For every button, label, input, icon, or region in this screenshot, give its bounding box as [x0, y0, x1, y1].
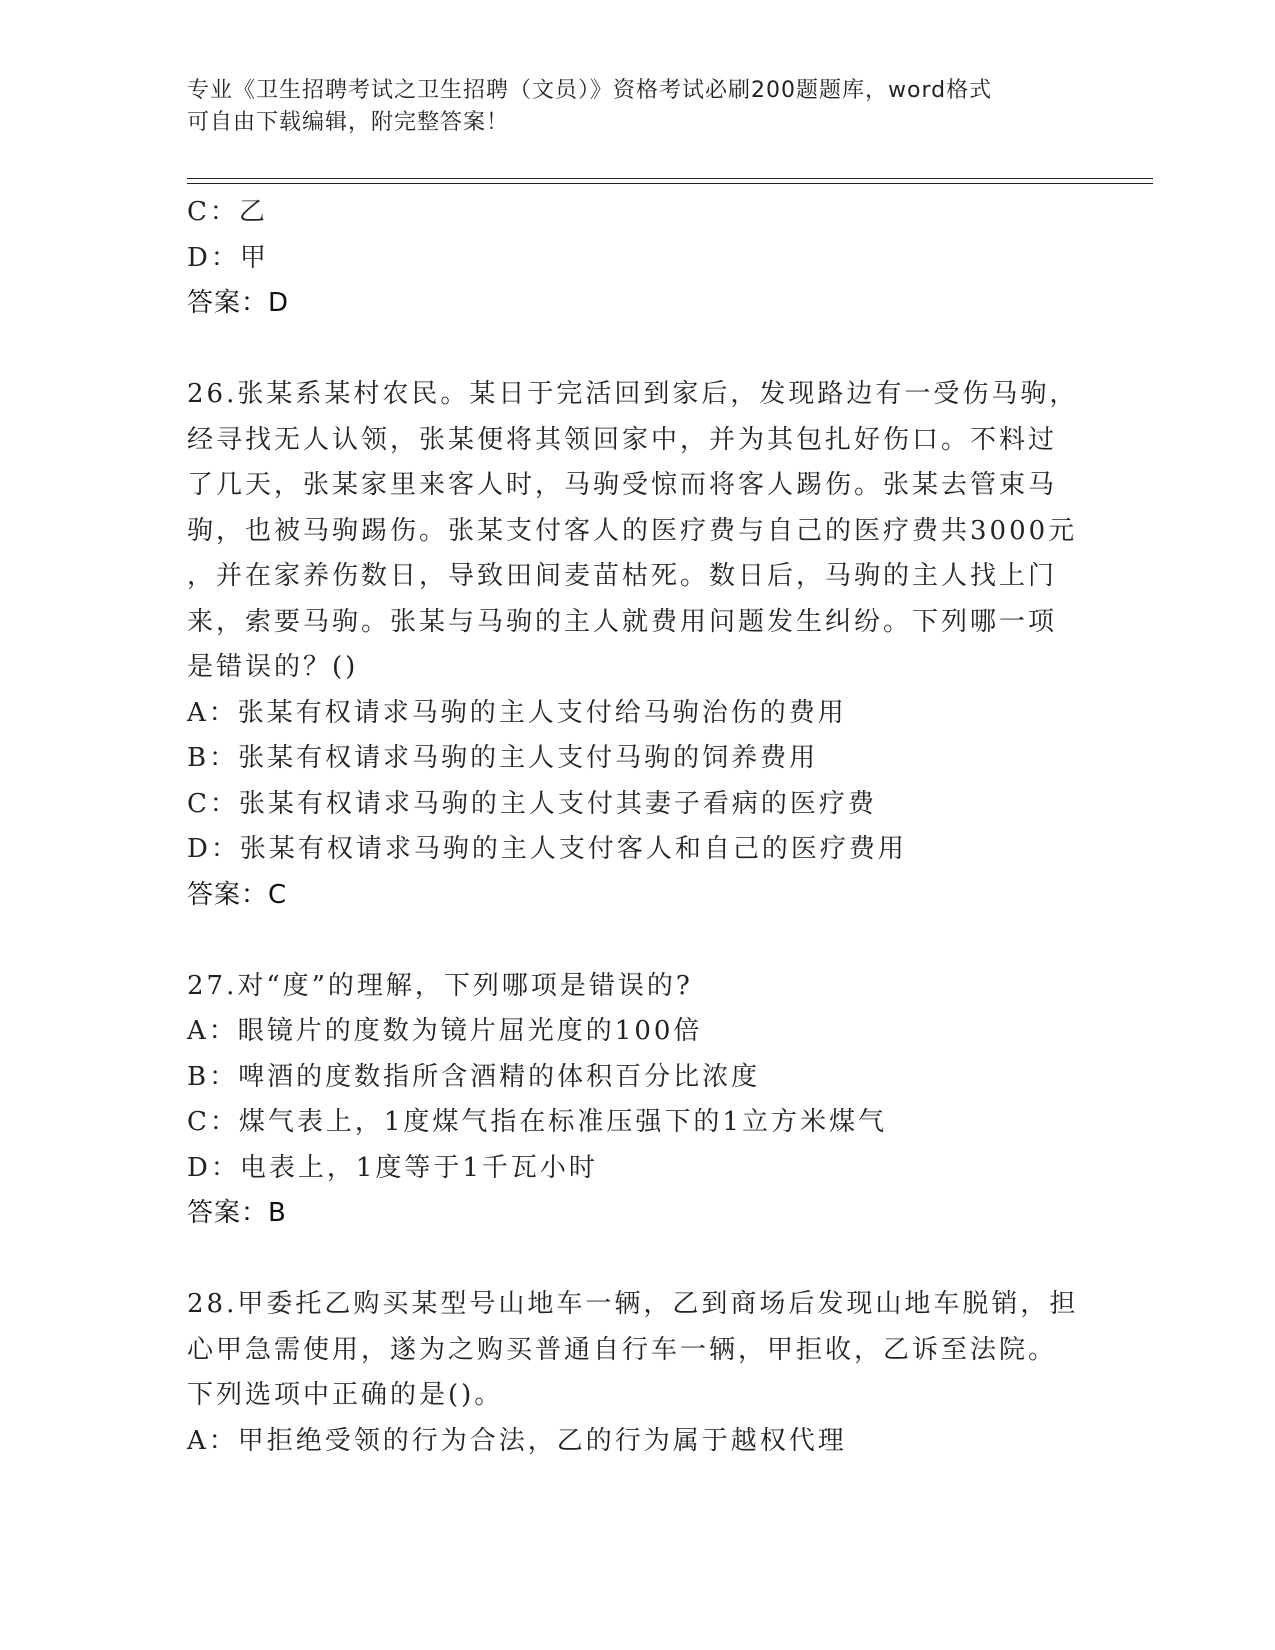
answer: 答案：B: [187, 1198, 287, 1228]
question-stem-line: 下列选项中正确的是()。: [187, 1380, 504, 1410]
header-rule-top: [187, 178, 1153, 179]
question-stem-line: 27.对“度”的理解，下列哪项是错误的?: [187, 970, 693, 1001]
question-25-tail: [187, 190, 1087, 327]
question-28: [187, 1282, 1087, 1464]
document-body: [187, 190, 1087, 1464]
question-stem-line: 驹，也被马驹踢伤。张某支付客人的医疗费与自己的医疗费共3000元: [187, 515, 1078, 546]
spacer: [187, 1237, 1087, 1283]
option-c: C：乙: [187, 197, 268, 227]
header-line-2: 可自由下载编辑，附完整答案！: [187, 110, 510, 135]
option-a: A：眼镜片的度数为镜片屈光度的100倍: [187, 1016, 703, 1046]
option-c: C：煤气表上，1度煤气指在标准压强下的1立方米煤气: [187, 1107, 887, 1137]
question-stem-line: 来，索要马驹。张某与马驹的主人就费用问题发生纠纷。下列哪一项: [187, 606, 1058, 637]
page-header: [187, 75, 1087, 139]
answer: 答案：D: [187, 288, 290, 318]
option-b: B：张某有权请求马驹的主人支付马驹的饲养费用: [187, 743, 819, 773]
question-stem-line: 28.甲委托乙购买某型号山地车一辆，乙到商场后发现山地车脱销，担: [187, 1289, 1079, 1319]
spacer: [187, 327, 1087, 373]
question-stem-line: 心甲急需使用，遂为之购买普通自行车一辆，甲拒收，乙诉至法院。: [187, 1334, 1058, 1365]
question-stem-line: 了几天，张某家里来客人时，马驹受惊而将客人踢伤。张某去管束马: [187, 470, 1058, 500]
question-stem-line: ，并在家养伤数日，导致田间麦苗枯死。数日后，马驹的主人找上门: [187, 561, 1058, 591]
option-d: D：甲: [187, 242, 269, 273]
option-d: D：电表上，1度等于1千瓦小时: [187, 1152, 598, 1183]
option-a: A：张某有权请求马驹的主人支付给马驹治伤的费用: [187, 697, 847, 728]
option-c: C：张某有权请求马驹的主人支付其妻子看病的医疗费: [187, 788, 877, 819]
option-a: A：甲拒绝受领的行为合法，乙的行为属于越权代理: [187, 1425, 847, 1456]
question-27: [187, 964, 1087, 1237]
question-stem-line: 26.张某系某村农民。某日于完活回到家后，发现路边有一受伤马驹，: [187, 379, 1079, 409]
answer: 答案：C: [187, 879, 288, 910]
header-line-1: 专业《卫生招聘考试之卫生招聘（文员）》资格考试必刷200题题库，word格式: [187, 78, 993, 103]
question-26: [187, 372, 1087, 918]
option-b: B：啤酒的度数指所含酒精的体积百分比浓度: [187, 1061, 761, 1092]
question-stem-line: 经寻找无人认领，张某便将其领回家中，并为其包扎好伤口。不料过: [187, 424, 1058, 455]
question-stem-line: 是错误的？(): [187, 652, 359, 682]
spacer: [187, 918, 1087, 964]
header-rule-bottom: [187, 183, 1153, 184]
option-d: D：张某有权请求马驹的主人支付客人和自己的医疗费用: [187, 834, 907, 864]
